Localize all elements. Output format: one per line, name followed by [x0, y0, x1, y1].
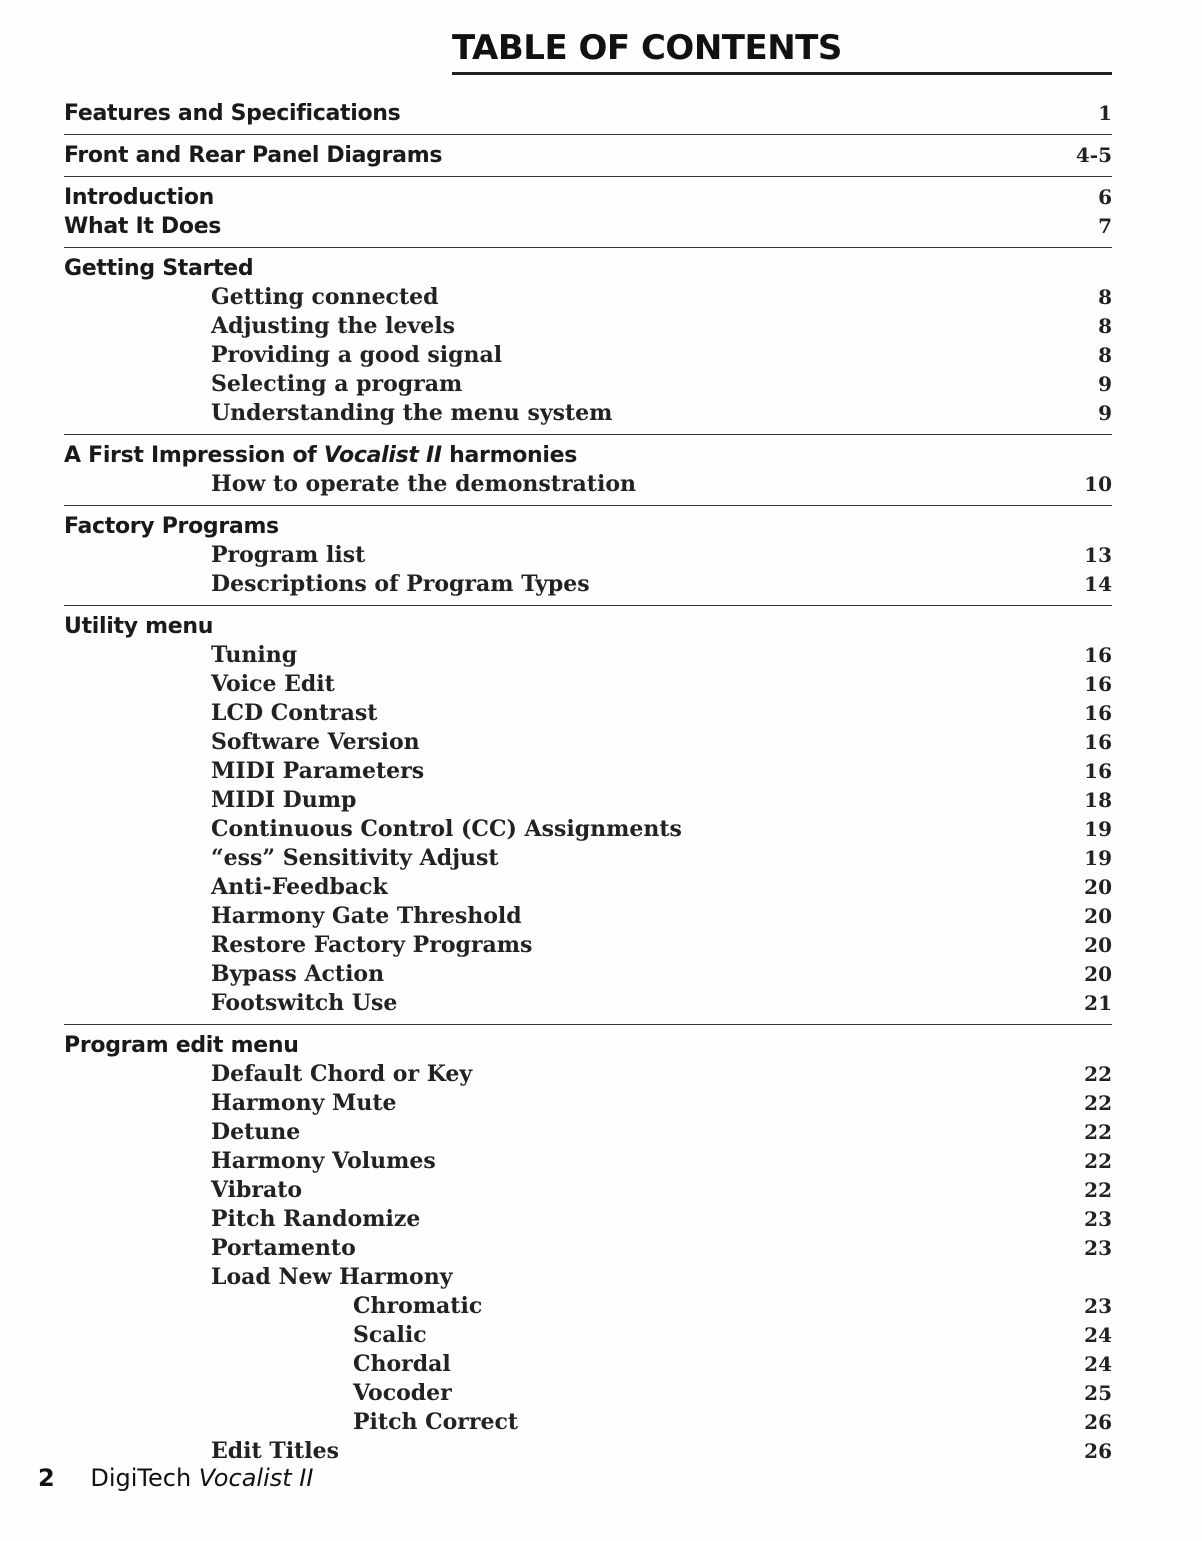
toc-entry [64, 541, 1112, 570]
page-number: 10 [1084, 472, 1112, 496]
entry-label[interactable]: Vibrato [211, 1177, 303, 1203]
section-heading[interactable]: Program edit menu [64, 1033, 299, 1058]
toc-entry [64, 1176, 1112, 1205]
toc-entry [64, 1147, 1112, 1176]
toc-entry [64, 844, 1112, 873]
page-number: 18 [1084, 788, 1112, 812]
page-number: 20 [1084, 933, 1112, 957]
entry-label[interactable]: Detune [211, 1119, 301, 1145]
entry-label[interactable]: Scalic [353, 1322, 427, 1348]
entry-label[interactable]: MIDI Parameters [211, 758, 425, 784]
section-heading[interactable]: Utility menu [64, 614, 214, 639]
page-number: 20 [1084, 904, 1112, 928]
page-number: 22 [1084, 1062, 1112, 1086]
table-of-contents [64, 96, 1112, 1475]
entry-label[interactable]: Pitch Correct [353, 1409, 519, 1435]
entry-label[interactable]: How to operate the demonstration [211, 471, 636, 497]
entry-label[interactable]: Voice Edit [211, 671, 335, 697]
page-number: 25 [1084, 1381, 1112, 1405]
toc-section-utility-menu [64, 609, 1112, 1025]
section-heading[interactable]: What It Does [64, 214, 222, 239]
entry-label[interactable]: Harmony Mute [211, 1090, 397, 1116]
toc-entry [64, 1263, 1112, 1292]
toc-entry [64, 283, 1112, 312]
toc-entry [64, 641, 1112, 670]
toc-section-panels [64, 138, 1112, 177]
toc-entry [64, 960, 1112, 989]
toc-section-features [64, 96, 1112, 135]
entry-label[interactable]: Getting connected [211, 284, 439, 310]
page-number: 20 [1084, 875, 1112, 899]
entry-label[interactable]: MIDI Dump [211, 787, 357, 813]
toc-section-program-edit-menu [64, 1028, 1112, 1472]
page-number: 20 [1084, 962, 1112, 986]
page-number: 19 [1084, 846, 1112, 870]
entry-label[interactable]: Program list [211, 542, 366, 568]
toc-entry [64, 1118, 1112, 1147]
section-heading[interactable]: Features and Specifications [64, 101, 401, 126]
page-number: 16 [1084, 759, 1112, 783]
entry-label[interactable]: Chromatic [353, 1293, 483, 1319]
entry-label[interactable]: Pitch Randomize [211, 1206, 421, 1232]
toc-entry [64, 1205, 1112, 1234]
entry-label[interactable]: Load New Harmony [211, 1264, 453, 1290]
page-number: 8 [1098, 343, 1112, 367]
page-number: 16 [1084, 672, 1112, 696]
toc-entry [64, 1089, 1112, 1118]
toc-entry [64, 399, 1112, 428]
toc-entry [64, 670, 1112, 699]
toc-entry [64, 570, 1112, 599]
entry-label[interactable]: Harmony Gate Threshold [211, 903, 522, 929]
page-number: 19 [1084, 817, 1112, 841]
page-number: 9 [1098, 401, 1112, 425]
entry-label[interactable]: Harmony Volumes [211, 1148, 436, 1174]
section-heading[interactable]: Front and Rear Panel Diagrams [64, 143, 443, 168]
entry-label[interactable]: Footswitch Use [211, 990, 398, 1016]
footer-product: Vocalist II [198, 1464, 314, 1492]
footer-page-number: 2 [38, 1464, 55, 1492]
page-number: 13 [1084, 543, 1112, 567]
toc-entry [64, 1437, 1112, 1466]
page-number: 24 [1084, 1352, 1112, 1376]
entry-label[interactable]: Bypass Action [211, 961, 385, 987]
page-number: 16 [1084, 643, 1112, 667]
entry-label[interactable]: Tuning [211, 642, 298, 668]
page-number: 22 [1084, 1091, 1112, 1115]
toc-entry [64, 1234, 1112, 1263]
page-number: 7 [1098, 214, 1112, 238]
entry-label[interactable]: Anti-Feedback [211, 874, 388, 900]
toc-subentry [64, 1292, 1112, 1321]
toc-section-introduction [64, 180, 1112, 248]
toc-entry [64, 341, 1112, 370]
page-number: 8 [1098, 285, 1112, 309]
section-heading[interactable]: A First Impression of Vocalist II harmonies [64, 443, 578, 468]
section-heading[interactable]: Getting Started [64, 256, 254, 281]
entry-label[interactable]: Understanding the menu system [211, 400, 613, 426]
toc-subentry [64, 1321, 1112, 1350]
toc-entry [64, 989, 1112, 1018]
page-number: 14 [1084, 572, 1112, 596]
page-number: 23 [1084, 1207, 1112, 1231]
toc-section-getting-started [64, 251, 1112, 435]
entry-label[interactable]: Continuous Control (CC) Assignments [211, 816, 682, 842]
toc-entry [64, 728, 1112, 757]
entry-label[interactable]: Descriptions of Program Types [211, 571, 590, 597]
toc-entry [64, 370, 1112, 399]
page-number: 1 [1098, 101, 1112, 125]
page-number: 16 [1084, 701, 1112, 725]
toc-entry [64, 699, 1112, 728]
entry-label[interactable]: Software Version [211, 729, 420, 755]
page-footer [38, 1464, 313, 1492]
page-number: 9 [1098, 372, 1112, 396]
toc-entry [64, 815, 1112, 844]
entry-label[interactable]: Portamento [211, 1235, 356, 1261]
entry-label[interactable]: Adjusting the levels [211, 313, 456, 339]
toc-entry [64, 873, 1112, 902]
toc-entry [64, 931, 1112, 960]
page-number: 22 [1084, 1178, 1112, 1202]
entry-label[interactable]: Chordal [353, 1351, 451, 1377]
page-number: 21 [1084, 991, 1112, 1015]
section-heading[interactable]: Factory Programs [64, 514, 279, 539]
toc-entry [64, 1060, 1112, 1089]
entry-label[interactable]: Vocoder [353, 1380, 452, 1406]
toc-entry [64, 786, 1112, 815]
toc-entry [64, 312, 1112, 341]
page-number: 23 [1084, 1294, 1112, 1318]
page-number: 22 [1084, 1149, 1112, 1173]
page-number: 26 [1084, 1439, 1112, 1463]
section-heading[interactable]: Introduction [64, 185, 215, 210]
page-number: 4-5 [1075, 143, 1112, 167]
entry-label[interactable]: Edit Titles [211, 1438, 339, 1464]
page-number: 24 [1084, 1323, 1112, 1347]
page-number: 16 [1084, 730, 1112, 754]
page-number: 22 [1084, 1120, 1112, 1144]
entry-label[interactable]: Restore Factory Programs [211, 932, 533, 958]
page-number: 8 [1098, 314, 1112, 338]
entry-label[interactable]: Default Chord or Key [211, 1061, 473, 1087]
entry-label[interactable]: Selecting a program [211, 371, 463, 397]
toc-entry [64, 470, 1112, 499]
toc-subentry [64, 1379, 1112, 1408]
entry-label[interactable]: “ess” Sensitivity Adjust [211, 845, 499, 871]
toc-entry [64, 757, 1112, 786]
page-number: 6 [1098, 185, 1112, 209]
toc-subentry [64, 1408, 1112, 1437]
entry-label[interactable]: LCD Contrast [211, 700, 378, 726]
page-number: 26 [1084, 1410, 1112, 1434]
toc-section-first-impression [64, 438, 1112, 506]
footer-brand: DigiTech [90, 1464, 192, 1492]
toc-entry [64, 902, 1112, 931]
toc-section-factory-programs [64, 509, 1112, 606]
page-title: TABLE OF CONTENTS [452, 26, 1112, 75]
toc-subentry [64, 1350, 1112, 1379]
entry-label[interactable]: Providing a good signal [211, 342, 503, 368]
page-number: 23 [1084, 1236, 1112, 1260]
